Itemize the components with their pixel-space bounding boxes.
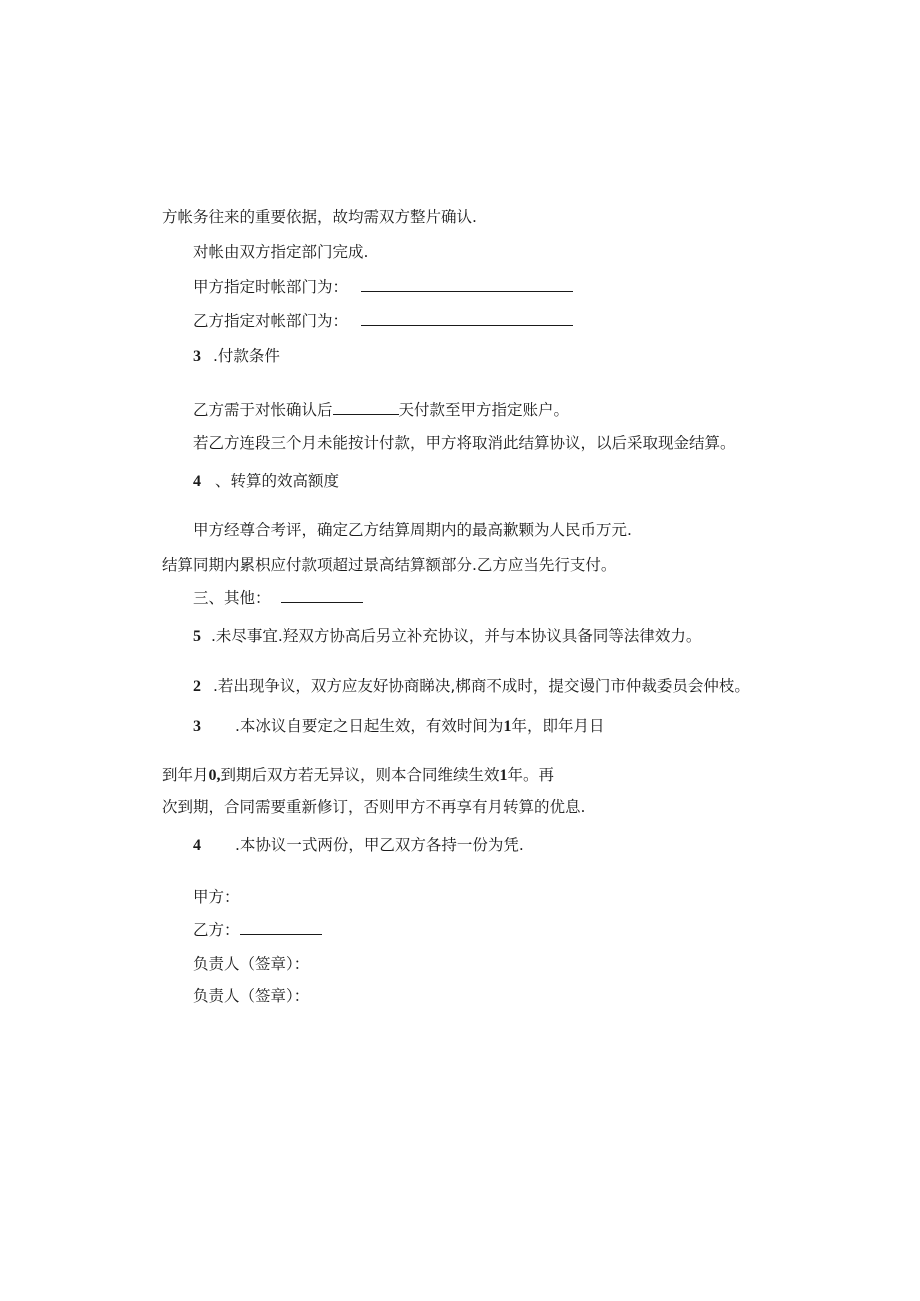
year-count: 1 bbox=[503, 718, 512, 735]
numbered-item bbox=[193, 626, 701, 647]
item-text: .未尽事宜.羟双方协高后另立补充协议，并与本协议具备同等法律效力。 bbox=[211, 627, 702, 645]
item-number: 3 bbox=[193, 718, 201, 735]
paragraph bbox=[193, 433, 736, 453]
item-text: .本协议一式两份，甲乙双方各持一份为凭. bbox=[235, 836, 524, 854]
numbered-item bbox=[193, 716, 604, 737]
item-text: 年，即年月日 bbox=[511, 717, 605, 735]
item-number: 2 bbox=[193, 678, 201, 695]
paragraph-text: 年。再 bbox=[507, 766, 555, 784]
section-number: 3 bbox=[193, 348, 201, 365]
item-number: 5 bbox=[193, 628, 201, 645]
paragraph-text: 若乙方连段三个月未能按计付款，甲方将取消此结算协议，以后采取现金结算。 bbox=[193, 434, 736, 452]
number-text: 0, bbox=[208, 767, 221, 784]
paragraph-text: 甲方经尊合考评，确定乙方结算周期内的最高歉颗为人民币万元. bbox=[193, 521, 632, 539]
party-a-department-line bbox=[193, 277, 573, 297]
paragraph bbox=[193, 400, 569, 420]
field-label: 甲方指定时帐部门为： bbox=[193, 278, 349, 296]
blank-line bbox=[333, 400, 399, 415]
paragraph-text: 到期后双方若无异议，则本合同维续生效 bbox=[220, 766, 500, 784]
blank-line bbox=[281, 588, 363, 603]
section-title: 、转算的效高额度 bbox=[215, 472, 340, 490]
signature-label: 乙方： bbox=[193, 921, 240, 939]
signature-responsible-a bbox=[193, 954, 309, 974]
item-text: .若出现争议，双方应友好协商睇决,梆商不成时，提交谩门市仲裁委员会仲枝。 bbox=[213, 677, 750, 695]
section-heading bbox=[193, 471, 339, 492]
paragraph bbox=[162, 555, 616, 575]
section-title: .付款条件 bbox=[213, 347, 280, 365]
paragraph bbox=[162, 765, 554, 786]
item-number: 4 bbox=[193, 837, 201, 854]
paragraph bbox=[193, 242, 368, 262]
paragraph-text: 天付款至甲方指定账户。 bbox=[398, 401, 570, 419]
other-heading bbox=[193, 588, 363, 608]
blank-line bbox=[361, 311, 573, 326]
signature-label: 负责人（签章）： bbox=[193, 955, 310, 973]
signature-party-b bbox=[193, 920, 322, 940]
signature-party-a bbox=[193, 887, 240, 907]
paragraph-text: 乙方需于对怅确认后 bbox=[193, 401, 333, 419]
signature-label: 负责人（签章）： bbox=[193, 987, 310, 1005]
numbered-item bbox=[193, 835, 524, 856]
field-label: 乙方指定对帐部门为： bbox=[193, 312, 349, 330]
signature-responsible-b bbox=[193, 986, 309, 1006]
party-b-department-line bbox=[193, 311, 573, 331]
paragraph bbox=[193, 520, 632, 540]
signature-label: 甲方： bbox=[193, 888, 240, 906]
section-heading bbox=[193, 346, 280, 367]
paragraph-text: 次到期，合同需要重新修订，否则甲方不再享有月转算的优息. bbox=[162, 798, 586, 816]
paragraph-text: 到年月 bbox=[162, 766, 209, 784]
item-text: .本冰议自要定之日起生效，有效时间为 bbox=[235, 717, 504, 735]
paragraph bbox=[162, 207, 477, 227]
numbered-item bbox=[193, 676, 750, 697]
paragraph-text: 对帐由双方指定部门完成. bbox=[193, 243, 369, 261]
blank-line bbox=[240, 920, 322, 935]
blank-line bbox=[361, 277, 573, 292]
paragraph bbox=[162, 797, 585, 817]
section-title: 三、其他： bbox=[193, 589, 271, 607]
section-number: 4 bbox=[193, 473, 201, 490]
paragraph-text: 方帐务往来的重要依据，故均需双方整片确认. bbox=[162, 208, 477, 226]
paragraph-text: 结算同期内累枳应付款项超过景高结算额部分.乙方应当先行支付。 bbox=[162, 556, 617, 574]
year-count: 1 bbox=[499, 767, 508, 784]
